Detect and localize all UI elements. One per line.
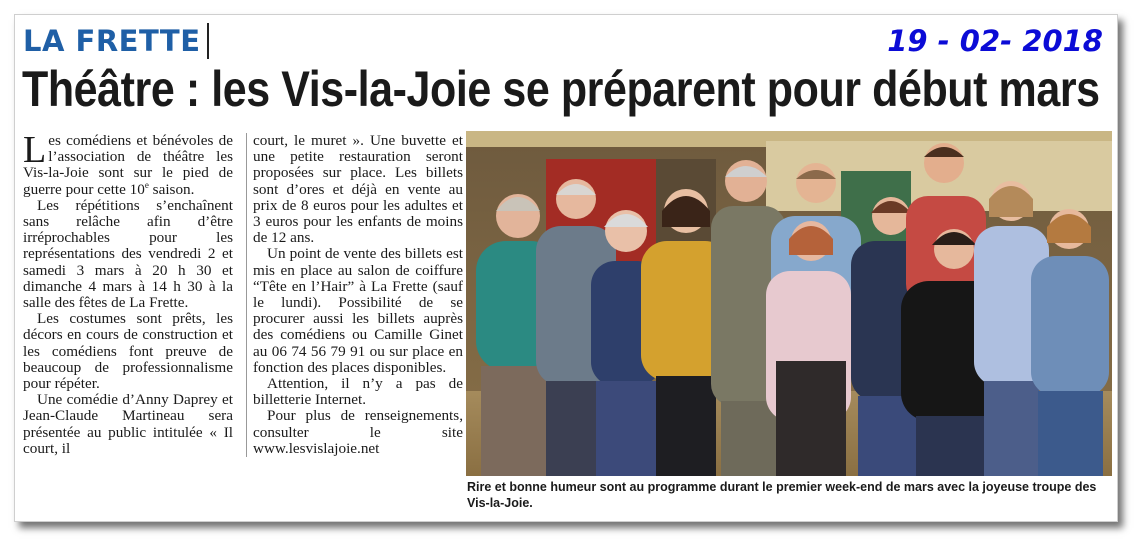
section-label: LA FRETTE xyxy=(23,23,209,59)
paragraph: Une comédie d’Anny Daprey et Jean-Claude Martineau sera présentée au public intitulée « Il court, il xyxy=(23,391,233,457)
article-column-1 xyxy=(23,129,233,457)
paragraph: Les costumes sont prêts, les décors en cours de construction et les comédiens font preuve de beaucoup de professionnalisme pour répéter. xyxy=(23,310,233,393)
paragraph: Un point de vente des billets est mis en place au salon de coiffure “Tête en l’Hair” à La Frette (sauf le lundi). Possibilité de se procurer aussi les billets auprès des comédiens ou Camille Ginet au 06 74 56 79 91 ou sur place en fonction des places disponibles. xyxy=(253,245,463,376)
paragraph-text: es comédiens et bénévoles de l’association de théâtre les Vis-la-Joie sont sur le pied de guerre pour cette 10 xyxy=(23,132,233,198)
ordinal-sup: e xyxy=(144,179,149,190)
paragraph xyxy=(23,129,233,198)
photo-caption: Rire et bonne humeur sont au programme durant le premier week-end de mars avec la joyeuse troupe des Vis-la-Joie. xyxy=(467,480,1097,510)
article-column-2 xyxy=(246,133,463,457)
headline: Théâtre : les Vis-la-Joie se préparent pour début mars xyxy=(22,61,1100,117)
group-photo xyxy=(466,131,1112,476)
paragraph-text-end: saison. xyxy=(148,180,195,198)
paragraph: Attention, il n’y a pas de billetterie Internet. xyxy=(253,375,463,409)
newspaper-clipping xyxy=(14,14,1118,522)
paragraph: court, le muret ». Une buvette et une petite restauration seront proposées sur place. Les billets sont d’ores et déjà en vente au prix de 8 euros pour les adultes et 3 euros pour les enfants de moins de 12 ans. xyxy=(253,132,463,247)
clipping-date: 19 - 02- 2018 xyxy=(887,24,1103,58)
paragraph: Pour plus de renseignements, consulter le site www.lesvislajoie.net xyxy=(253,407,463,457)
dropcap: L xyxy=(23,129,47,171)
paragraph: Les répétitions s’enchaînent sans relâche afin d’être irréprochables pour les représentations des vendredi 2 et samedi 3 mars à 20 h 30 et dimanche 4 mars à 14 h 30 à la salle des fêtes de La Frette. xyxy=(23,196,233,312)
